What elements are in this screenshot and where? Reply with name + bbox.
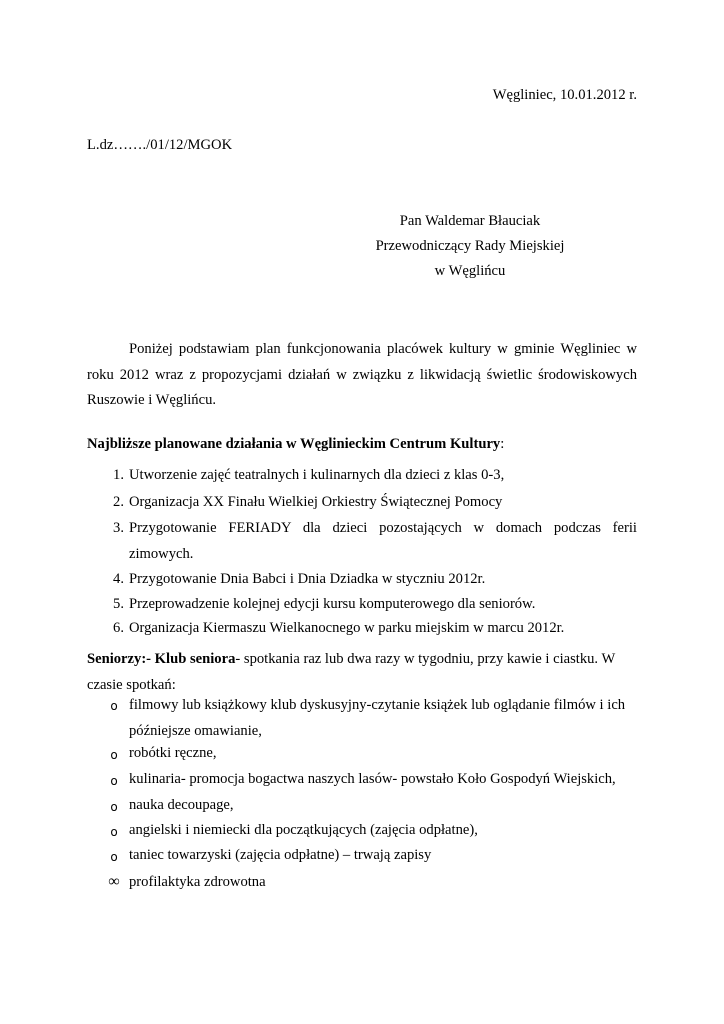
intro-paragraph xyxy=(87,337,637,414)
list-text: angielski i niemiecki dla początkujących (zajęcia odpłatne), xyxy=(129,822,478,838)
section-heading xyxy=(87,436,504,453)
seniors-paragraph xyxy=(87,647,639,698)
bullet-marker: o xyxy=(110,850,118,864)
list-text: Przeprowadzenie kolejnej edycji kursu komputerowego dla seniorów. xyxy=(129,596,536,612)
intro-text: Poniżej podstawiam plan funkcjonowania placówek kultury w gminie Węgliniec w roku 2012 wraz z propozycjami działań w związku z likwidacją świetlic środowiskowych Ruszowie i Węglińcu. xyxy=(87,341,637,408)
section-heading-text: Najbliższe planowane działania w Węglinieckim Centrum Kultury xyxy=(87,436,501,452)
seniors-text: - spotkania raz lub dwa razy w tygodniu, przy kawie i ciastku. W czasie spotkań: xyxy=(87,651,615,693)
list-text: Utworzenie zajęć teatralnych i kulinarnych dla dzieci z klas 0-3, xyxy=(129,467,505,483)
list-text: Przygotowanie FERIADY dla dzieci pozostających w domach podczas ferii zimowych. xyxy=(129,520,637,562)
recipient-place: w Węglińcu xyxy=(434,263,506,279)
list-number: 2. xyxy=(113,494,124,510)
date-line: Węgliniec, 10.01.2012 r. xyxy=(492,87,637,103)
list-text: kulinaria- promocja bogactwa naszych lasów- powstało Koło Gospodyń Wiejskich, xyxy=(129,771,616,787)
bullet-marker: o xyxy=(110,748,118,762)
list-number: 4. xyxy=(113,571,124,587)
list-number: 5. xyxy=(113,596,124,612)
list-text: nauka decoupage, xyxy=(129,797,234,813)
recipient-name: Pan Waldemar Błauciak xyxy=(399,213,541,229)
list-number: 3. xyxy=(113,520,124,536)
bullet-marker: o xyxy=(110,825,118,839)
seniors-label: Seniorzy:- Klub seniora xyxy=(87,651,236,667)
list-text: Organizacja XX Finału Wielkiej Orkiestry Świątecznej Pomocy xyxy=(129,494,503,510)
bullet-marker: o xyxy=(110,800,118,814)
bullet-marker: o xyxy=(110,699,118,713)
recipient-title: Przewodniczący Rady Miejskiej xyxy=(375,238,565,254)
list-text: taniec towarzyski (zajęcia odpłatne) – trwają zapisy xyxy=(129,847,432,863)
bullet-marker: o xyxy=(110,774,118,788)
list-text: filmowy lub książkowy klub dyskusyjny-czytanie książek lub oglądanie filmów i ich późniejsze omawianie, xyxy=(129,697,626,739)
reference-number: L.dz……./01/12/MGOK xyxy=(87,137,233,153)
section-heading-suffix: : xyxy=(500,436,505,452)
list-text: Organizacja Kiermaszu Wielkanocnego w parku miejskim w marcu 2012r. xyxy=(129,620,565,636)
list-text: robótki ręczne, xyxy=(129,745,217,761)
list-text: Przygotowanie Dnia Babci i Dnia Dziadka w styczniu 2012r. xyxy=(129,571,486,587)
list-number: 6. xyxy=(113,620,124,636)
list-text: profilaktyka zdrowotna xyxy=(129,874,266,890)
list-number: 1. xyxy=(113,467,124,483)
infinity-marker: ∞ xyxy=(108,873,120,890)
